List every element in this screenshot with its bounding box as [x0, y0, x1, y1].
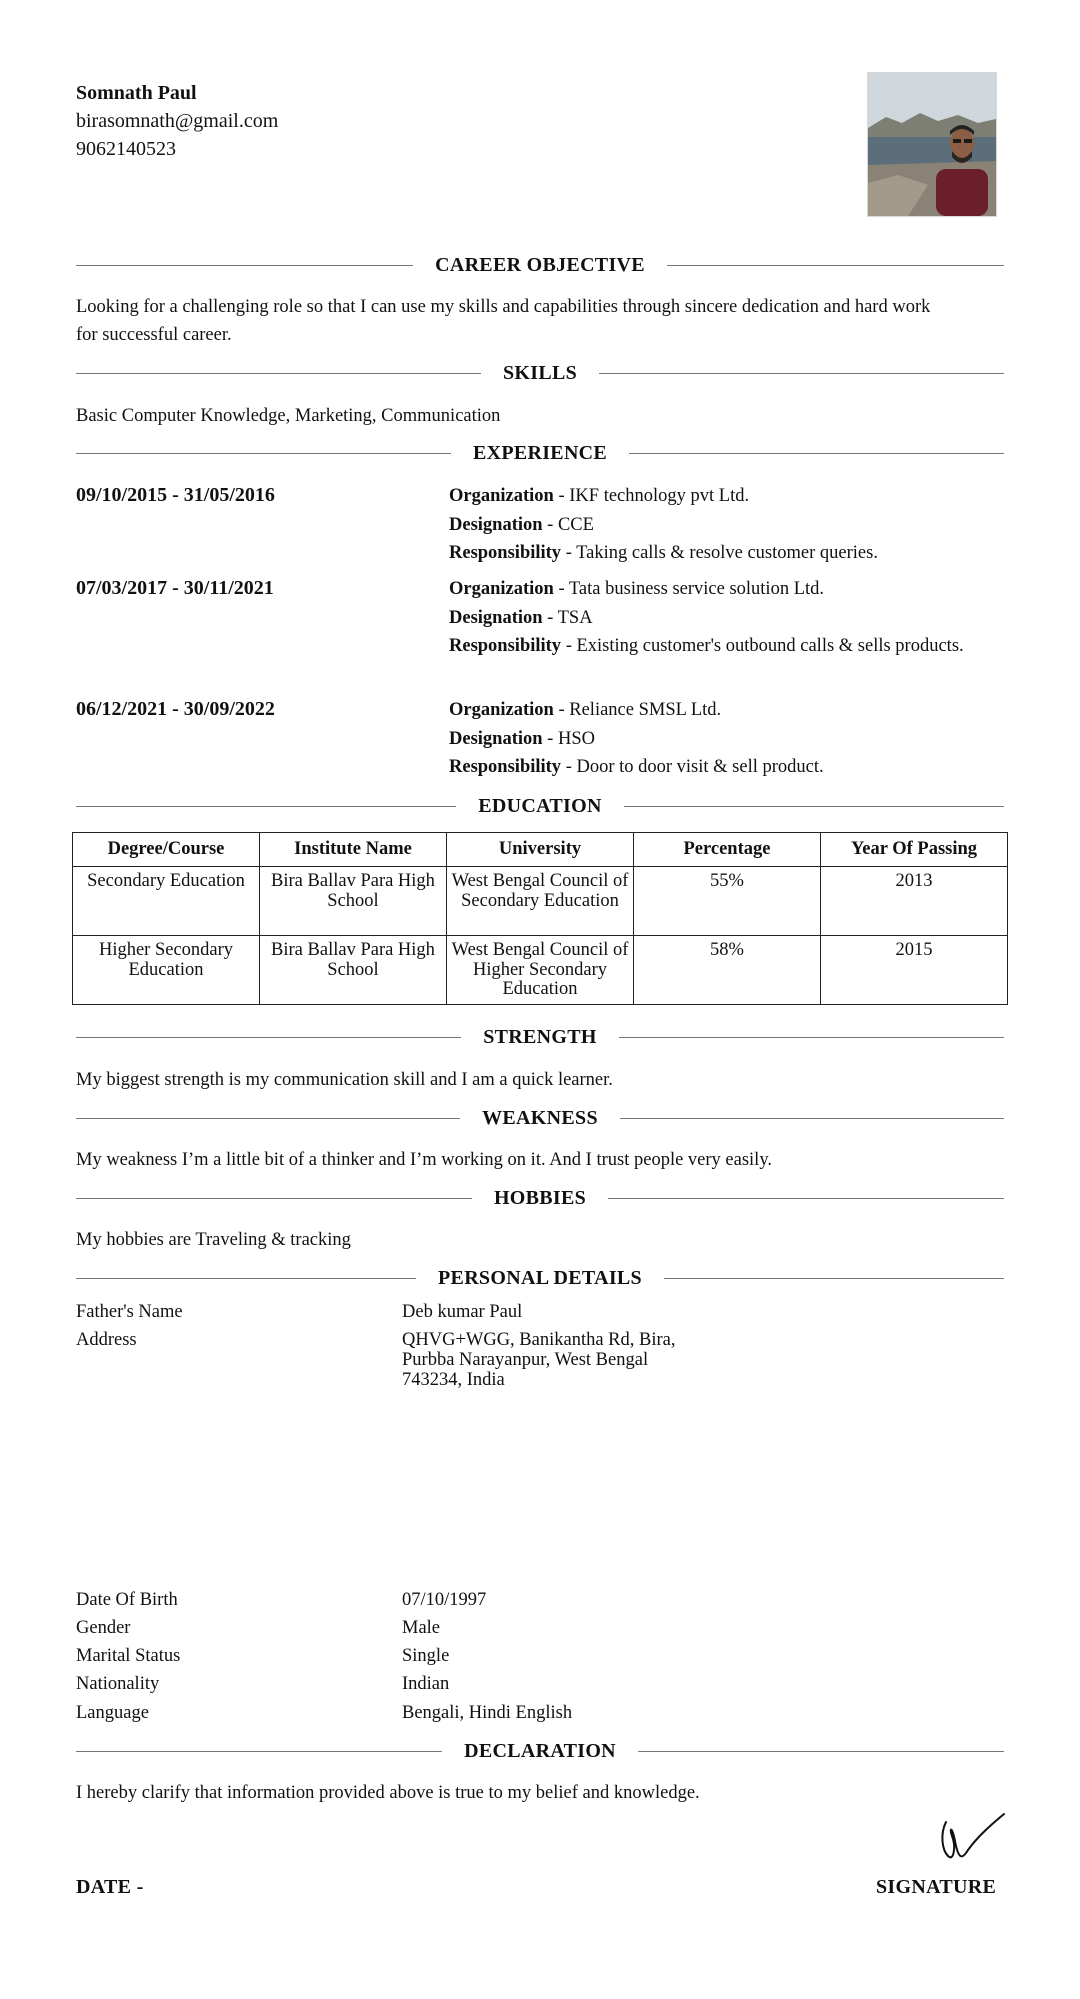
experience-2-responsibility: - Existing customer's outbound calls & sells products. [561, 636, 964, 656]
marital-status-label: Marital Status [76, 1646, 181, 1666]
table-cell: Bira Ballav Para High School [260, 867, 447, 936]
education-header-row [73, 833, 1008, 867]
education-header-cell: Institute Name [260, 833, 447, 867]
experience-2-organization: - Tata business service solution Ltd. [553, 579, 825, 599]
career-objective-title: CAREER OBJECTIVE [435, 253, 645, 276]
table-cell: 55% [634, 867, 821, 936]
address-line-2: Purbba Narayanpur, West Bengal [402, 1350, 649, 1370]
fathers-name-label: Father's Name [76, 1302, 183, 1322]
education-header-cell: University [447, 833, 634, 867]
gender-label: Gender [76, 1618, 131, 1638]
strength-text: My biggest strength is my communication skill and I am a quick learner. [76, 1070, 613, 1090]
education-title: EDUCATION [478, 794, 602, 817]
experience-1-dates: 09/10/2015 - 31/05/2016 [76, 484, 275, 506]
personal-details-heading [76, 1263, 1004, 1293]
table-cell: Bira Ballav Para High School [260, 936, 447, 1005]
career-objective-heading [76, 250, 1004, 280]
designation-label: Designation [449, 514, 543, 535]
address-value [402, 1330, 732, 1390]
table-cell: Secondary Education [73, 867, 260, 936]
marital-status-value: Single [402, 1646, 450, 1666]
education-header-cell: Percentage [634, 833, 821, 867]
address-label: Address [76, 1330, 137, 1350]
organization-label: Organization [449, 579, 554, 599]
strength-title: STRENGTH [483, 1025, 597, 1048]
signature-mark [932, 1806, 1012, 1866]
skills-text: Basic Computer Knowledge, Marketing, Communication [76, 406, 501, 426]
declaration-text: I hereby clarify that information provided above is true to my belief and knowledge. [76, 1783, 700, 1803]
education-header-cell: Degree/Course [73, 833, 260, 867]
table-cell: 2015 [821, 936, 1008, 1005]
candidate-name: Somnath Paul [76, 82, 197, 104]
experience-3-designation: - HSO [542, 728, 595, 749]
table-cell: 58% [634, 936, 821, 1005]
nationality-value: Indian [402, 1674, 450, 1694]
organization-label: Organization [449, 700, 554, 720]
education-header-cell: Year Of Passing [821, 833, 1008, 867]
email-text: birasomnath@gmail.com [76, 110, 279, 132]
dob-label: Date Of Birth [76, 1590, 178, 1610]
experience-2-designation: - TSA [542, 607, 593, 628]
table-row [73, 867, 1008, 936]
designation-label: Designation [449, 607, 543, 628]
address-line-1: QHVG+WGG, Banikantha Rd, Bira, [402, 1330, 676, 1350]
responsibility-label: Responsibility [449, 636, 562, 656]
dob-value: 07/10/1997 [402, 1590, 487, 1610]
phone-text: 9062140523 [76, 138, 176, 160]
experience-2-details [449, 575, 969, 661]
responsibility-label: Responsibility [449, 757, 562, 777]
experience-3-dates: 06/12/2021 - 30/09/2022 [76, 698, 275, 720]
experience-1-organization: - IKF technology pvt Ltd. [553, 486, 750, 506]
personal-details-title: PERSONAL DETAILS [438, 1266, 642, 1289]
experience-1-details [449, 482, 969, 568]
designation-label: Designation [449, 728, 543, 749]
career-objective-text [76, 293, 1006, 349]
date-label: DATE - [76, 1876, 144, 1898]
experience-3-organization: - Reliance SMSL Ltd. [553, 700, 722, 720]
experience-3-details [449, 696, 969, 782]
weakness-heading [76, 1103, 1004, 1133]
table-row [73, 936, 1008, 1005]
experience-3-responsibility: - Door to door visit & sell product. [561, 757, 824, 777]
profile-photo [867, 72, 997, 217]
education-table [72, 832, 1008, 1005]
hobbies-text: My hobbies are Traveling & tracking [76, 1230, 351, 1250]
organization-label: Organization [449, 486, 554, 506]
address-line-3: 743234, India [402, 1370, 505, 1390]
experience-heading [76, 438, 1004, 468]
career-objective-line-2: for successful career. [76, 325, 232, 345]
career-objective-line-1: Looking for a challenging role so that I can use my skills and capabilities through sincere dedication and hard work [76, 297, 931, 317]
weakness-title: WEAKNESS [482, 1106, 598, 1129]
experience-title: EXPERIENCE [472, 441, 608, 464]
language-label: Language [76, 1703, 149, 1723]
experience-2-dates: 07/03/2017 - 30/11/2021 [76, 577, 274, 599]
skills-title: SKILLS [502, 361, 578, 384]
table-cell: Higher Secondary Education [73, 936, 260, 1005]
experience-1-designation: - CCE [542, 514, 594, 535]
hobbies-title: HOBBIES [493, 1186, 587, 1209]
declaration-title: DECLARATION [464, 1739, 616, 1762]
table-cell: West Bengal Council of Secondary Education [447, 867, 634, 936]
table-cell: West Bengal Council of Higher Secondary Education [447, 936, 634, 1005]
strength-heading [76, 1022, 1004, 1052]
skills-heading [76, 358, 1004, 388]
weakness-text: My weakness I’m a little bit of a thinker and I’m working on it. And I trust people very easily. [76, 1150, 772, 1170]
nationality-label: Nationality [76, 1674, 160, 1694]
responsibility-label: Responsibility [449, 543, 562, 563]
language-value: Bengali, Hindi English [402, 1703, 573, 1723]
education-heading [76, 791, 1004, 821]
fathers-name-value: Deb kumar Paul [402, 1302, 523, 1322]
table-cell: 2013 [821, 867, 1008, 936]
gender-value: Male [402, 1618, 441, 1638]
declaration-heading [76, 1736, 1004, 1766]
hobbies-heading [76, 1183, 1004, 1213]
signature-label: SIGNATURE [876, 1876, 997, 1898]
experience-1-responsibility: - Taking calls & resolve customer queries. [561, 543, 878, 563]
